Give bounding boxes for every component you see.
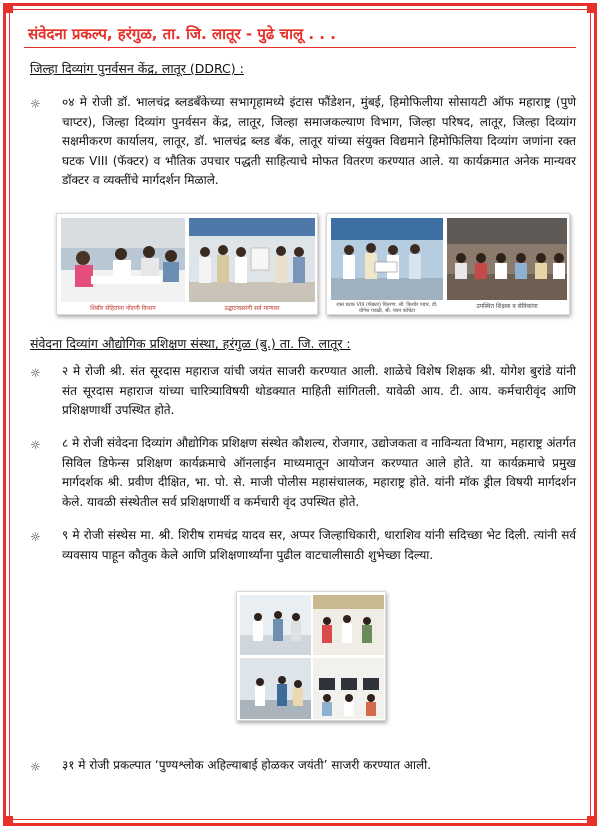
corner-ornament <box>587 816 597 826</box>
bullet-icon: ☼ <box>30 760 41 774</box>
photo-caption: शिबीर सेहितांना नोंदणी विभाग <box>90 305 156 312</box>
photo-visit-computer-lab <box>313 658 384 719</box>
bullet-icon: ☼ <box>30 530 41 544</box>
photo-visit-interaction <box>240 658 311 719</box>
photo-audience-seated <box>447 218 567 300</box>
paragraph-official-visit: ९ मे रोजी संस्थेस मा. श्री. शिरीष रामचंद्र यादव सर, अप्पर जिल्हाधिकारी, धाराशिव यांनी सदिच्छा भेट दिली. त्यांनी सर्व व्यवसाय पाहून कौतुक केले आणि प्रशिक्षणार्थ्यांना पुढील वाटचालीसाठी शुभेच्छा दिल्या. <box>62 528 576 562</box>
paragraph-ahilyabai-jayanti: ३१ मे रोजी प्रकल्पात ‘पुण्यश्लोक अहिल्याबाई होळकर जयंती’ साजरी करण्यात आली. <box>62 758 432 772</box>
bullet-icon: ☼ <box>30 366 41 380</box>
paragraph-surdas-jayanti: २ मे रोजी श्री. संत सूरदास महाराज यांची जयंत साजरी करण्यात आली. शाळेचे विशेष शिक्षक श्री. योगेश बुरांडे यांनी संत सूरदास महाराज यांच्या चारित्र्याविषयी थोडक्यात माहिती सांगितली. यावेळी आय. टी. आय. कर्मचारीवृंद आणि प्रशिक्षणार्थी उपस्थित होते. <box>62 364 576 417</box>
bullet-icon: ☼ <box>30 438 41 452</box>
photo-dignitaries-stage <box>189 218 315 302</box>
photo-collage-left <box>56 213 318 315</box>
paragraph-ddrc-event: ०४ मे रोजी डॉ. भालचंद्र ब्लडबँकेच्या सभागृहामध्ये इंटास फौंडेशन, मुंबई, हिमोफिलीया सोसायटी ऑफ महाराष्ट्र (पुणे चाप्टर), जिल्हा दिव्यांग पुनर्वसन केंद्र, लातूर, जिल्हा समाजकल्याण विभाग, जिल्हा परिषद, लातूर, जिल्हा दिव्यांग सक्षमीकरण कार्यालय, लातूर, डॉ. भालचंद्र ब्लड बँक, लातूर यांच्या संयुक्त विद्यमाने हिमोफिलिया दिव्यांग जणांना रक्त घटक VIII (फॅक्टर) व भौतिक उपचार पद्धती साहित्याचे मोफत वितरण करण्यात आले. या कार्यक्रमात अनेक मान्यवर डॉक्टर व व्यक्तींचे मार्गदर्शन मिळाले. <box>62 95 576 187</box>
photo-visit-classroom <box>313 595 384 655</box>
photo-factor-distribution <box>331 218 443 300</box>
corner-ornament <box>3 3 13 13</box>
title-underline <box>24 47 576 48</box>
section-heading-ddrc: जिल्हा दिव्यांग पुनर्वसन केंद्र, लातूर (DDRC) : <box>30 61 244 76</box>
photo-collage-right <box>326 213 570 315</box>
photo-registration-desk <box>61 218 185 302</box>
page-title: संवेदना प्रकल्प, हरंगुळ, ता. जि. लातूर - पुढे चालू . . . <box>28 25 336 43</box>
bullet-icon: ☼ <box>30 97 41 111</box>
photo-caption: उपस्थित शिक्षक व सेविकांना <box>476 303 538 310</box>
corner-ornament <box>587 3 597 13</box>
photo-visit-workshop <box>240 595 311 655</box>
photo-caption: उद्घाटनप्रसंगी सर्व मान्यवर <box>224 305 280 312</box>
photo-caption: रक्त घटक VIII (फॅक्टर) वितरण: श्री. किशोर पवार, डॉ. योगेश गवळी, श्री. पवन कोचेटा <box>336 302 438 314</box>
corner-ornament <box>3 816 13 826</box>
paragraph-civil-defence: ८ मे रोजी संवेदना दिव्यांग औद्योगिक प्रशिक्षण संस्थेत कौशल्य, रोजगार, उद्योजकता व नाविन्यता विभाग, महाराष्ट्र अंतर्गत सिविल डिफेन्स प्रशिक्षण कार्यक्रमाचे ऑनलाईन माध्यमातून आयोजन करण्यात आले होते. या कार्यक्रमाचे प्रमुख मार्गदर्शक श्री. प्रवीण दीक्षित, भा. पो. से. माजी पोलीस महासंचालक, महाराष्ट्र होते. यांनी मॉक ड्रील विषयी मार्गदर्शन केले. यावळी संस्थेतील सर्व प्रशिक्षणार्थी व कर्मचारी वृंद उपस्थित होते. <box>62 436 576 509</box>
photo-collage-visit <box>236 591 386 721</box>
section-heading-iti: संवेदना दिव्यांग औद्योगिक प्रशिक्षण संस्था, हरंगुळ (बु.) ता. जि. लातूर : <box>30 336 351 351</box>
